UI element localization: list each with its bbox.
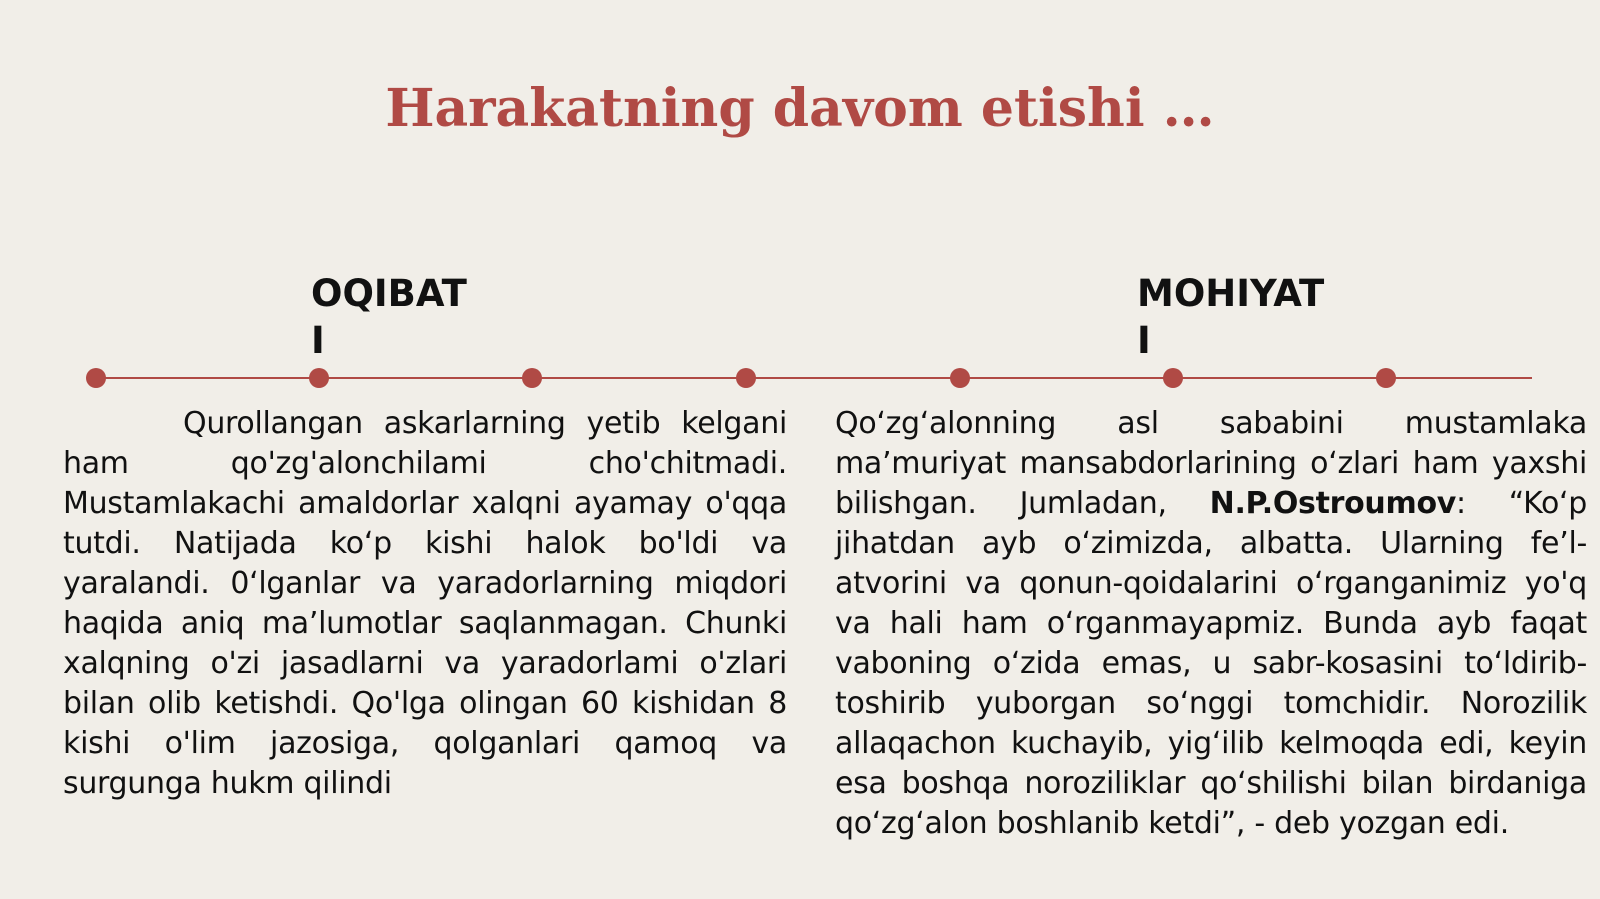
essence-text bbox=[835, 404, 1587, 844]
timeline-dot bbox=[1376, 368, 1396, 388]
timeline-dot bbox=[86, 368, 106, 388]
consequences-text: Qurollangan askarlarning yetib kelgani ham qo'zg'alonchilami cho'chitmadi. Mustamlakachi amaldorlar xalqni ayamay o'qqa tutdi. Natijada ko‘p kishi halok bo'ldi va yaralandi. 0‘lganlar va yaradorlarning miqdori haqida aniq ma’lumotlar saqlanmagan. Chunki xalqning o'zi jasadlarni va yaradorlami o'zlari bilan olib ketishdi. Qo'lga olingan 60 kishidan 8 kishi o'lim jazosiga, qolganlari qamoq va surgunga hukm qilindi bbox=[63, 406, 787, 801]
heading-mohiyat-line1: MOHIYAT bbox=[1137, 272, 1325, 315]
slide-title: Harakatning davom etishi … bbox=[385, 78, 1215, 139]
timeline-dot bbox=[736, 368, 756, 388]
essence-text-part2: : “Ko‘p jihatdan ayb o‘zimizda, albatta. Ularning fe’l-atvorini va qonun-qoidalarini o‘rganganimiz yo'q va hali ham o‘rganmayapmiz. Bunda ayb faqat vaboning o‘zida emas, u sabr-kosasini to‘ldirib-toshirib yuborgan so‘nggi tomchidir. Norozilik allaqachon kuchayib, yig‘ilib kelmoqda edi, keyin esa boshqa noroziliklar qo‘shilishi bilan birdaniga qo‘zg‘alon boshlanib ketdi”, - deb yozgan edi. bbox=[835, 486, 1587, 841]
heading-oqibat-line2: I bbox=[311, 319, 325, 362]
timeline-dot bbox=[1163, 368, 1183, 388]
essence-text-part1: Qo‘zg‘alonning asl sababini mustamlaka ma’muriyat mansabdorlarining o‘zlari ham yaxshi bilishgan. Jumladan, bbox=[835, 406, 1587, 521]
timeline-dot bbox=[522, 368, 542, 388]
heading-oqibat bbox=[311, 270, 467, 364]
timeline-dot bbox=[950, 368, 970, 388]
author-name: N.P.Ostroumov bbox=[1209, 486, 1457, 521]
timeline bbox=[0, 360, 1600, 396]
heading-mohiyat-line2: I bbox=[1137, 319, 1151, 362]
timeline-dot bbox=[309, 368, 329, 388]
heading-mohiyat bbox=[1137, 270, 1324, 364]
heading-oqibat-line1: OQIBAT bbox=[311, 272, 467, 315]
